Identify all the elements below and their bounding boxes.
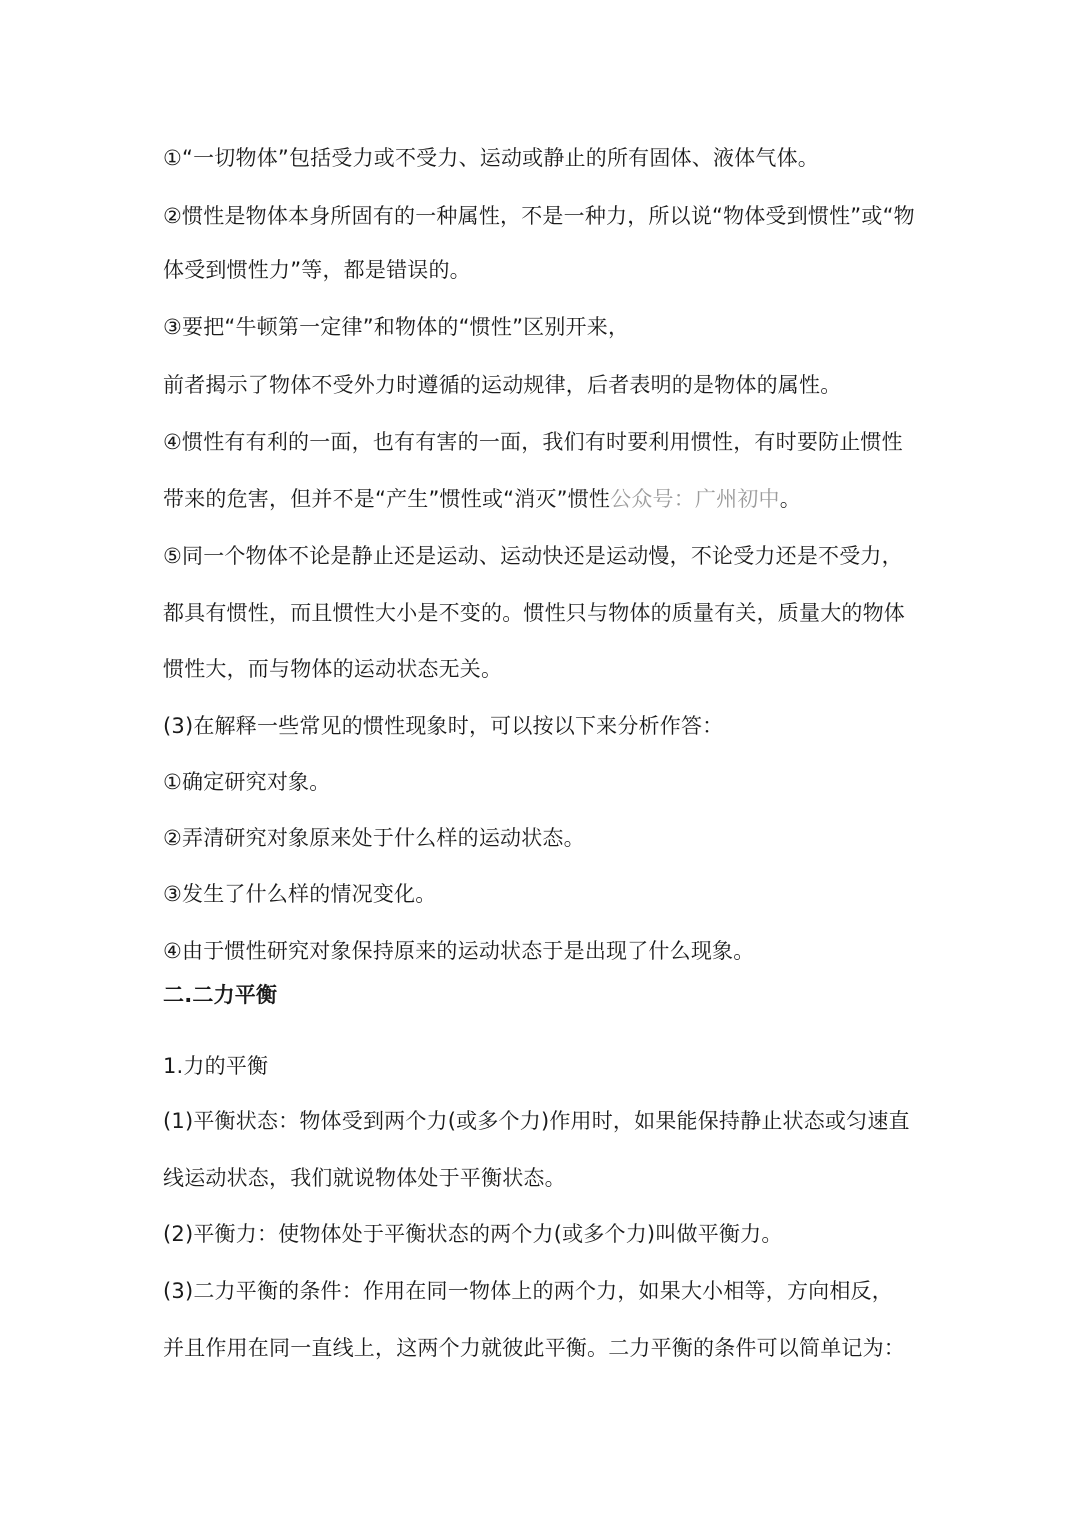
text-line: 线运动状态，我们就说物体处于平衡状态。 bbox=[163, 1166, 566, 1190]
text-line: ③要把“牛顿第一定律”和物体的“惯性”区别开来， bbox=[163, 315, 630, 339]
text-span: 。 bbox=[779, 487, 801, 511]
text-line: 前者揭示了物体不受外力时遵循的运动规律，后者表明的是物体的属性。 bbox=[163, 373, 842, 397]
text-line: (3)在解释一些常见的惯性现象时，可以按以下来分析作答： bbox=[163, 714, 724, 738]
text-line: ②弄清研究对象原来处于什么样的运动状态。 bbox=[163, 826, 585, 850]
watermark-text: 公众号：广州初中 bbox=[610, 487, 780, 511]
text-line: ④由于惯性研究对象保持原来的运动状态于是出现了什么现象。 bbox=[163, 939, 755, 963]
subsection-title: 1.力的平衡 bbox=[163, 1054, 269, 1078]
text-line: ③发生了什么样的情况变化。 bbox=[163, 882, 437, 906]
text-line: ⑤同一个物体不论是静止还是运动、运动快还是运动慢，不论受力还是不受力， bbox=[163, 544, 903, 568]
text-line: ①“一切物体”包括受力或不受力、运动或静止的所有固体、液体气体。 bbox=[163, 146, 819, 170]
text-line: 惯性大，而与物体的运动状态无关。 bbox=[163, 657, 503, 681]
text-line-with-watermark bbox=[163, 484, 801, 514]
text-line: 并且作用在同一直线上，这两个力就彼此平衡。二力平衡的条件可以简单记为： bbox=[163, 1336, 905, 1360]
text-line: ④惯性有有利的一面，也有有害的一面，我们有时要利用惯性，有时要防止惯性 bbox=[163, 430, 903, 454]
text-span: 带来的危害，但并不是“产生”惯性或“消灭”惯性 bbox=[163, 487, 611, 511]
text-line: 体受到惯性力”等，都是错误的。 bbox=[163, 258, 471, 282]
text-line: (1)平衡状态：物体受到两个力(或多个力)作用时，如果能保持静止状态或匀速直 bbox=[163, 1109, 910, 1133]
text-line: (2)平衡力：使物体处于平衡状态的两个力(或多个力)叫做平衡力。 bbox=[163, 1222, 783, 1246]
text-line: ②惯性是物体本身所固有的一种属性，不是一种力，所以说“物体受到惯性”或“物 bbox=[163, 204, 915, 228]
text-line: 都具有惯性，而且惯性大小是不变的。惯性只与物体的质量有关，质量大的物体 bbox=[163, 601, 905, 625]
section-heading: 二.二力平衡 bbox=[163, 983, 278, 1007]
text-line: ①确定研究对象。 bbox=[163, 770, 331, 794]
text-line: (3)二力平衡的条件：作用在同一物体上的两个力，如果大小相等，方向相反， bbox=[163, 1279, 893, 1303]
